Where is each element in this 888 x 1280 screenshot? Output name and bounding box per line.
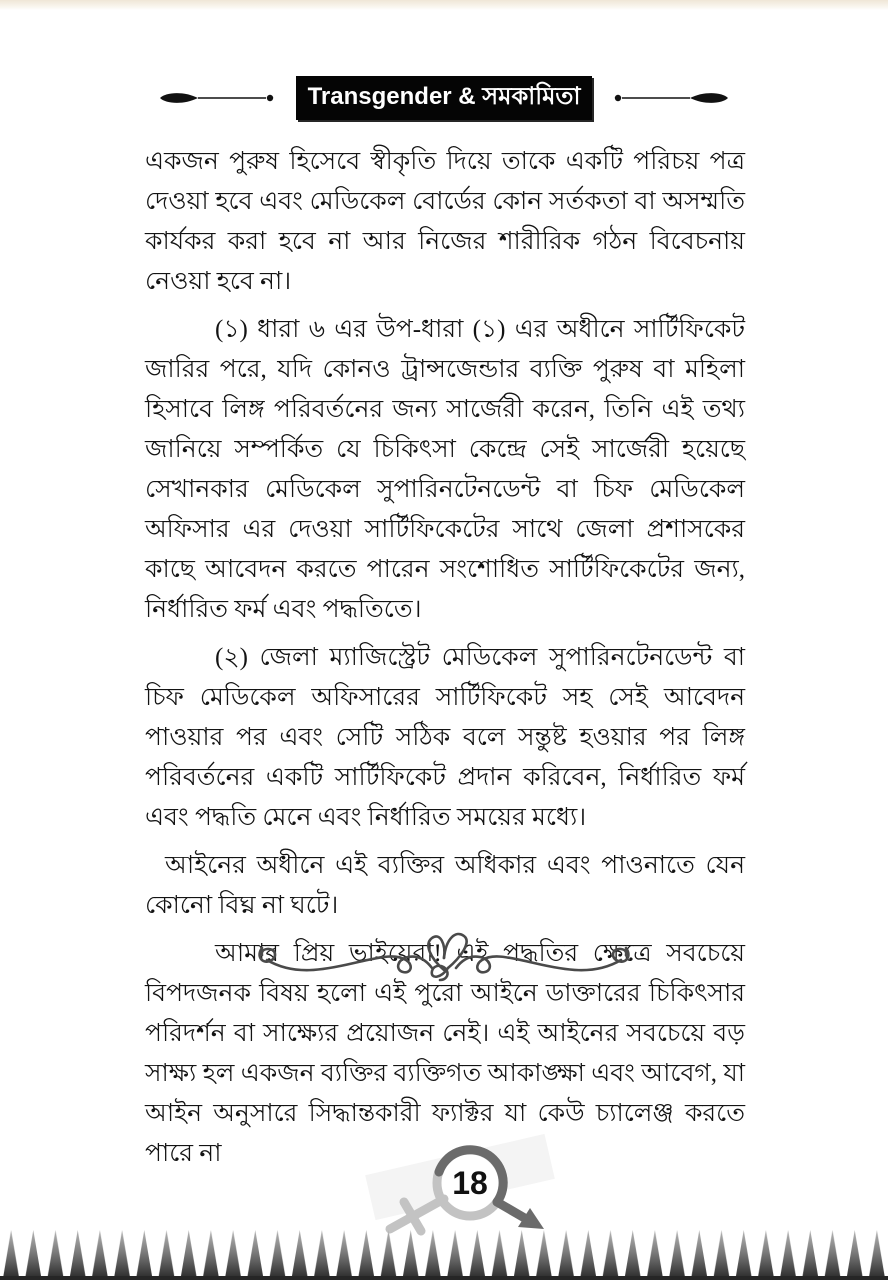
spike-border [0,1228,888,1280]
paragraph-3: (২) জেলা ম্যাজিস্ট্রেট মেডিকেল সুপারিনটেনডেন্ট বা চিফ মেডিকেল অফিসারের সার্টিফিকেট সহ সেই আবেদন পাওয়ার পর এবং সেটি সঠিক বলে সন্তুষ্ট হওয়ার পর লিঙ্গ পরিবর্তনের একটি সার্টিফিকেট প্রদান করিবেন, নির্ধারিত ফর্ম এবং পদ্ধতি মেনে এবং নির্ধারিত সময়ের মধ্যে। [145,644,745,831]
chapter-header [0,76,888,120]
top-edge-stripe [0,0,888,10]
page-title-text: Transgender & সমকামিতা [307,83,581,110]
body-text [145,142,745,1182]
section-end-flourish [0,918,888,990]
arrow-divider-left-icon [154,89,284,107]
paragraph-5: আমার প্রিয় ভাইয়েরা! এই পদ্ধতির ক্ষেত্রে সবচেয়ে বিপদজনক বিষয় হলো এই পুরো আইনে ডাক্তারের চিকিৎসার পরিদর্শন বা সাক্ষ্যের প্রয়োজন নেই। এই আইনের সবচেয়ে বড় সাক্ষ্য হল একজন ব্যক্তির ব্যক্তিগত আকাঙ্ক্ষা এবং আবেগ, যা আইন অনুসারে সিদ্ধান্তকারী ফ্যাক্টর যা কেউ চ্যালেঞ্জ করতে পারে না [145,940,745,1167]
heart-flourish-icon [254,918,634,990]
arrow-divider-right-icon [604,89,734,107]
transgender-arrow-symbol-icon [360,1128,560,1240]
page-title [296,76,593,120]
paragraph-2: (১) ধারা ৬ এর উপ-ধারা (১) এর অধীনে সার্টিফিকেট জারির পরে, যদি কোনও ট্রান্সজেন্ডার ব্যক্তি পুরুষ বা মহিলা হিসাবে লিঙ্গ পরিবর্তনের জন্য সার্জেরী করেন, তিনি এই তথ্য জানিয়ে সম্পর্কিত যে চিকিৎসা কেন্দ্রে সেই সার্জেরী হয়েছে সেখানকার মেডিকেল সুপারিনটেনডেন্ট বা চিফ মেডিকেল অফিসার এর দেওয়া সার্টিফিকেটের সাথে জেলা প্রশাসকের কাছে আবেদন করতে পারেন সংশোধিত সার্টিফিকেটের জন্য, নির্ধারিত ফর্ম এবং পদ্ধতিতে। [145,316,745,623]
paragraph-4: আইনের অধীনে এই ব্যক্তির অধিকার এবং পাওনাতে যেন কোনো বিঘ্ন না ঘটে। [145,852,745,919]
paragraph-1: একজন পুরুষ হিসেবে স্বীকৃতি দিয়ে তাকে একটি পরিচয় পত্র দেওয়া হবে এবং মেডিকেল বোর্ডের কোন সর্তকতা বা অসম্মতি কার্যকর করা হবে না আর নিজের শারীরিক গঠন বিবেচনায় নেওয়া হবে না। [145,148,745,295]
page-number: 18 [452,1165,488,1201]
